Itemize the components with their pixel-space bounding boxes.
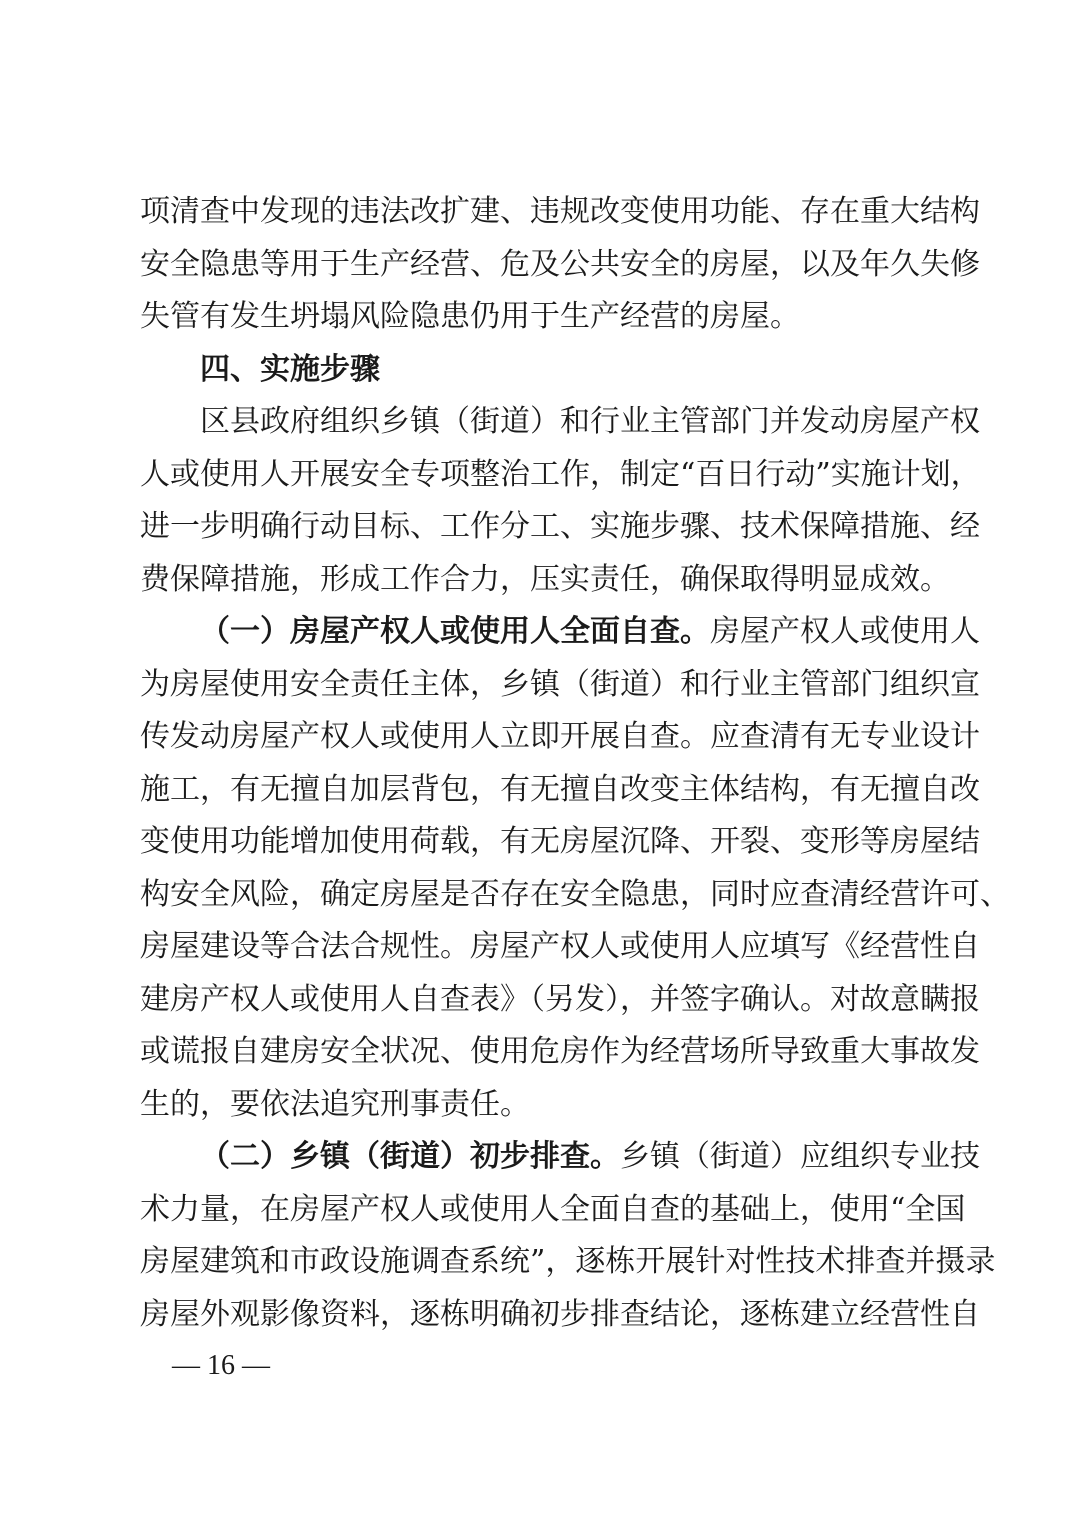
- body-text-line: 施工，有无擅自加层背包，有无擅自改变主体结构，有无擅自改: [140, 771, 980, 807]
- body-text-line: 费保障措施，形成工作合力，压实责任，确保取得明显成效。: [140, 561, 950, 597]
- body-text-line: 传发动房屋产权人或使用人立即开展自查。应查清有无专业设计: [140, 719, 980, 754]
- body-text-line: 区县政府组织乡镇（街道）和行业主管部门并发动房屋产权: [200, 404, 980, 439]
- body-text-line: 房屋建设等合法合规性。房屋产权人或使用人应填写《经营性自: [140, 929, 980, 964]
- document-body: [140, 186, 1010, 1341]
- body-text-line: 或谎报自建房安全状况、使用危房作为经营场所导致重大事故发: [140, 1034, 980, 1069]
- body-text-line: 变使用功能增加使用荷载，有无房屋沉降、开裂、变形等房屋结: [140, 824, 980, 859]
- body-text-line: 失管有发生坍塌风险隐患仍用于生产经营的房屋。: [140, 299, 800, 334]
- subsection-line: [140, 606, 980, 659]
- subsection-heading: （二）乡镇（街道）初步排查。: [200, 1139, 620, 1174]
- body-text-line: 房屋外观影像资料，逐栋明确初步排查结论，逐栋建立经营性自: [140, 1296, 980, 1332]
- body-text-line: 进一步明确行动目标、工作分工、实施步骤、技术保障措施、经: [140, 509, 980, 544]
- body-text-run: 乡镇（街道）应组织专业技: [620, 1139, 980, 1174]
- body-text-line: 人或使用人开展安全专项整治工作，制定“百日行动”实施计划，: [140, 456, 981, 492]
- body-text-line: 项清查中发现的违法改扩建、违规改变使用功能、存在重大结构: [140, 194, 980, 229]
- body-text-line: 房屋建筑和市政设施调查系统”，逐栋开展针对性技术排查并摄录: [140, 1244, 996, 1279]
- body-text-line: 术力量，在房屋产权人或使用人全面自查的基础上，使用“全国: [140, 1191, 966, 1227]
- subsection-heading: （一）房屋产权人或使用人全面自查。: [200, 614, 710, 649]
- body-text-line: 构安全风险，确定房屋是否存在安全隐患，同时应查清经营许可、: [140, 876, 1010, 912]
- subsection-line: [140, 1131, 980, 1184]
- body-text-line: 安全隐患等用于生产经营、危及公共安全的房屋，以及年久失修: [140, 246, 980, 282]
- page-number: — 16 —: [172, 1350, 270, 1381]
- body-text-line: 建房产权人或使用人自查表》（另发），并签字确认。对故意瞒报: [140, 981, 980, 1017]
- body-text-run: 房屋产权人或使用人: [710, 614, 980, 649]
- section-heading: 四、实施步骤: [200, 351, 380, 387]
- body-text-line: 为房屋使用安全责任主体，乡镇（街道）和行业主管部门组织宣: [140, 666, 980, 702]
- body-text-line: 生的，要依法追究刑事责任。: [140, 1086, 530, 1122]
